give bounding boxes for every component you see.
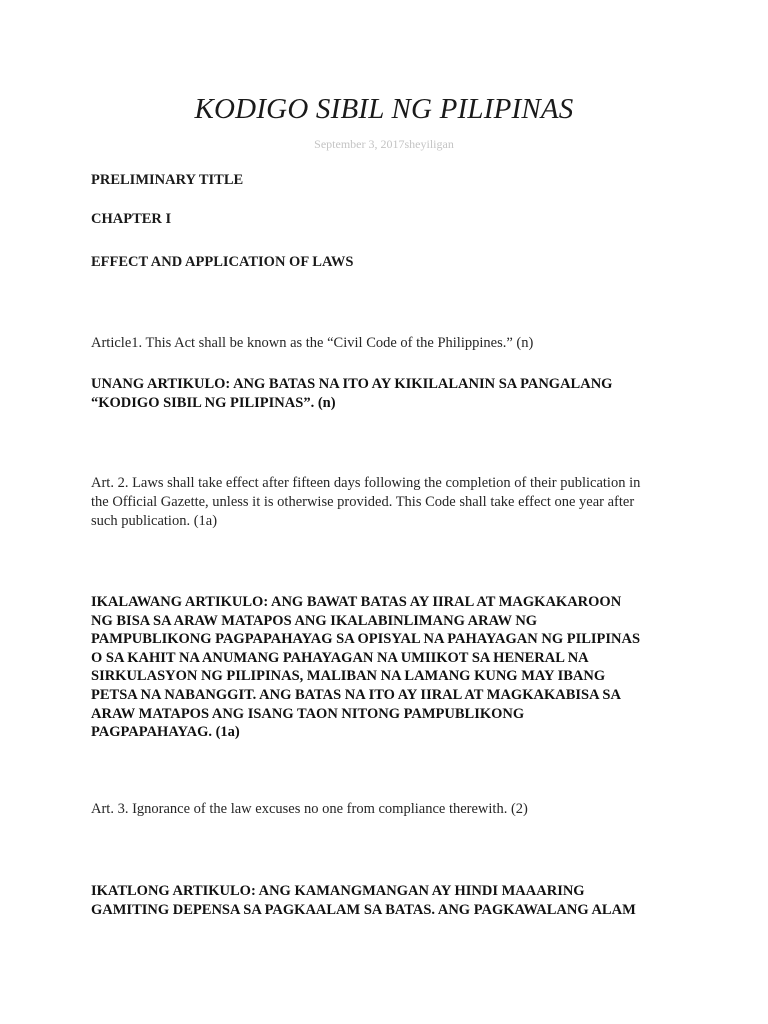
text-line: ARAW MATAPOS ANG ISANG TAON NITONG PAMPUBLIKONG bbox=[91, 705, 525, 722]
text-line: PAMPUBLIKONG PAGPAPAHAYAG SA OPISYAL NA PAHAYAGAN NG PILIPINAS bbox=[91, 631, 641, 648]
text-line: Art. 2. Laws shall take effect after fifteen days following the completion of their publication in bbox=[91, 475, 641, 491]
preliminary-title-heading: PRELIMINARY TITLE bbox=[91, 172, 244, 188]
text-line: PAGPAPAHAYAG. (1a) bbox=[91, 724, 240, 741]
article-1-filipino bbox=[91, 375, 691, 412]
text-line: Art. 3. Ignorance of the law excuses no one from compliance therewith. (2) bbox=[91, 801, 528, 817]
text-line: O SA KAHIT NA ANUMANG PAHAYAGAN NA UMIIKOT SA HENERAL NA bbox=[91, 649, 589, 666]
text-line: UNANG ARTIKULO: ANG BATAS NA ITO AY KIKILALANIN SA PANGALANG bbox=[91, 376, 613, 392]
article-3-english bbox=[91, 800, 691, 819]
text-line: the Official Gazette, unless it is otherwise provided. This Code shall take effect one year after bbox=[91, 494, 635, 510]
text-line: NG BISA SA ARAW MATAPOS ANG IKALABINLIMANG ARAW NG bbox=[91, 612, 538, 629]
text-line: PETSA NA NABANGGIT. ANG BATAS NA ITO AY IIRAL AT MAGKAKABISA SA bbox=[91, 686, 621, 703]
text-line: GAMITING DEPENSA SA PAGKAALAM SA BATAS. ANG PAGKAWALANG ALAM bbox=[91, 901, 636, 918]
article-3-filipino bbox=[91, 882, 691, 919]
text-line: IKATLONG ARTIKULO: ANG KAMANGMANGAN AY HINDI MAAARING bbox=[91, 883, 585, 899]
document-title: KODIGO SIBIL NG PILIPINAS bbox=[194, 93, 574, 125]
chapter-heading: CHAPTER I bbox=[91, 211, 172, 227]
document-meta: September 3, 2017sheyiligan bbox=[314, 137, 454, 151]
text-line: Article1. This Act shall be known as the “Civil Code of the Philippines.” (n) bbox=[91, 335, 534, 351]
text-line: such publication. (1a) bbox=[91, 513, 218, 529]
text-line: IKALAWANG ARTIKULO: ANG BAWAT BATAS AY IIRAL AT MAGKAKAROON bbox=[91, 594, 622, 610]
text-line: SIRKULASYON NG PILIPINAS, MALIBAN NA LAMANG KUNG MAY IBANG bbox=[91, 668, 606, 685]
article-2-english bbox=[91, 474, 691, 531]
text-line: “KODIGO SIBIL NG PILIPINAS”. (n) bbox=[91, 394, 336, 411]
article-2-filipino bbox=[91, 593, 691, 742]
chapter-title-heading: EFFECT AND APPLICATION OF LAWS bbox=[91, 254, 354, 270]
article-1-english bbox=[91, 334, 691, 353]
